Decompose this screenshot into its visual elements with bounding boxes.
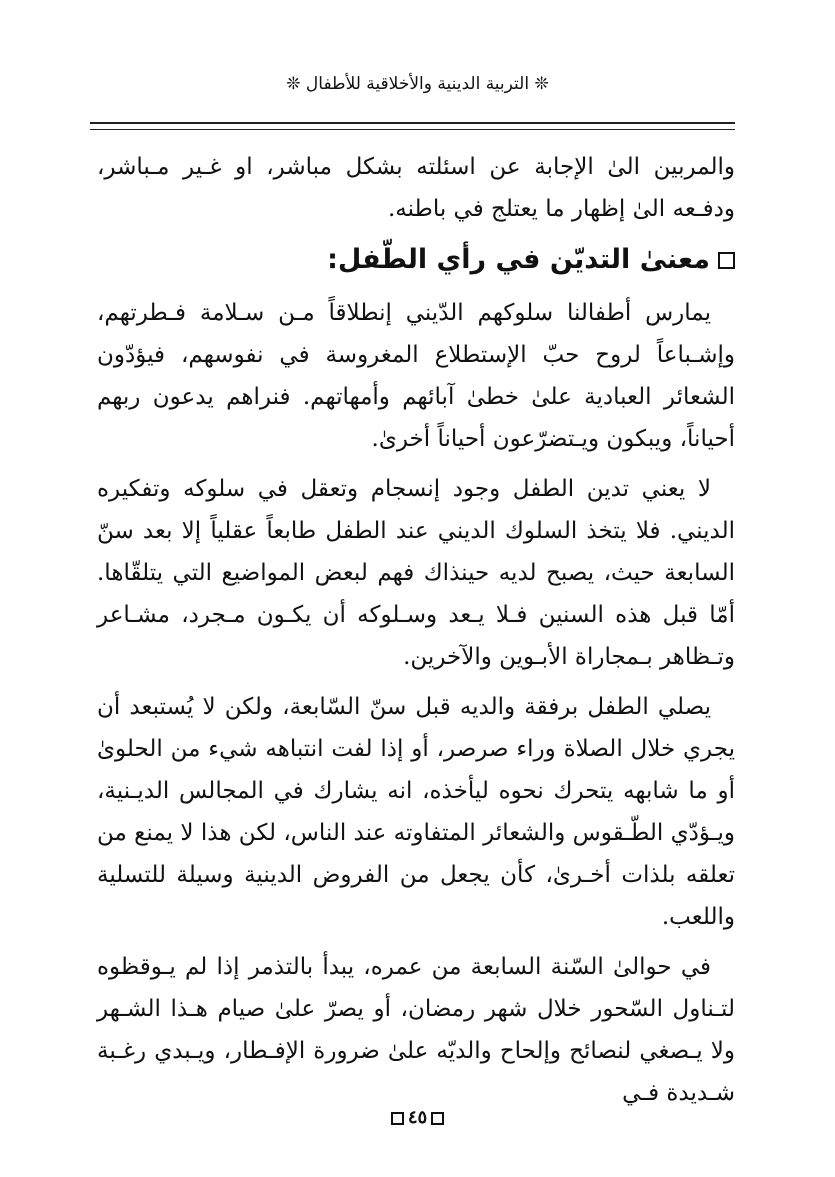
page-number-text: ٤٥ [407,1107,428,1128]
paragraph-continuation: والمربين الىٰ الإجابة عن اسئلته بشكل مباشر، او غـير مـباشر، ودفـعه الىٰ إظهار ما يعتلج في باطنه. [97,154,735,222]
square-ornament-icon [431,1112,444,1125]
section-heading-text: معنىٰ التديّن في رأي الطّفل: [327,244,710,275]
paragraph: يصلي الطفل برفقة والديه قبل سنّ السّابعة، ولكن لا يُستبعد أن يجري خلال الصلاة وراء صرصر، أو إذا لفت انتباهه شيء من الحلوىٰ أو ما شابهه يتحرك نحوه ليأخذه، انه يشارك في المجالس الديـنية، ويـؤدّي الطّـقوس والشعائر المتفاوته عند الناس، لكن هذا لا يمنع من تعلقه بلذات أخـرىٰ، كأن يجعل من الفروض الدينية وسيلة للتسلية واللعب. [97,694,735,930]
square-bullet-icon [718,252,735,269]
page-number [0,1106,835,1130]
section-heading [97,238,735,282]
running-header: ❊ التربية الدينية والأخلاقية للأطفال ❊ [286,74,549,94]
header-divider [90,122,735,130]
paragraph: في حوالىٰ السّنة السابعة من عمره، يبدأ بالتذمر إذا لم يـوقظوه لتـناول السّحور خلال شهر رمضان، أو يصرّ علىٰ صيام هـذا الشـهر ولا يـصغي لنصائح وإلحاح والديّه علىٰ ضرورة الإفـطار، ويـبدي رغـبة شـديدة فـي [97,954,735,1106]
page-body [97,146,735,1122]
paragraph: يمارس أطفالنا سلوكهم الدّيني إنطلاقاً مـن سـلامة فـطرتهم، وإشـباعاً لروح حبّ الإستطلاع المغروسة في نفوسهم، فيؤدّون الشعائر العبادية علىٰ خطىٰ آبائهم وأمهاتهم. فنراهم يدعون ربهم أحياناً، ويبكون ويـتضرّعون أحياناً أخرىٰ. [97,300,735,452]
square-ornament-icon [391,1112,404,1125]
paragraph: لا يعني تدين الطفل وجود إنسجام وتعقل في سلوكه وتفكيره الديني. فلا يتخذ السلوك الديني عند الطفل طابعاً عقلياً إلا بعد سنّ السابعة حيث، يصبح لديه حينذاك فهم لبعض المواضيع التي يتلقّاها. أمّا قبل هذه السنين فـلا يـعد وسـلوكه أن يكـون مـجرد، مشـاعر وتـظاهر بـمجاراة الأبـوين والآخرين. [97,476,735,670]
